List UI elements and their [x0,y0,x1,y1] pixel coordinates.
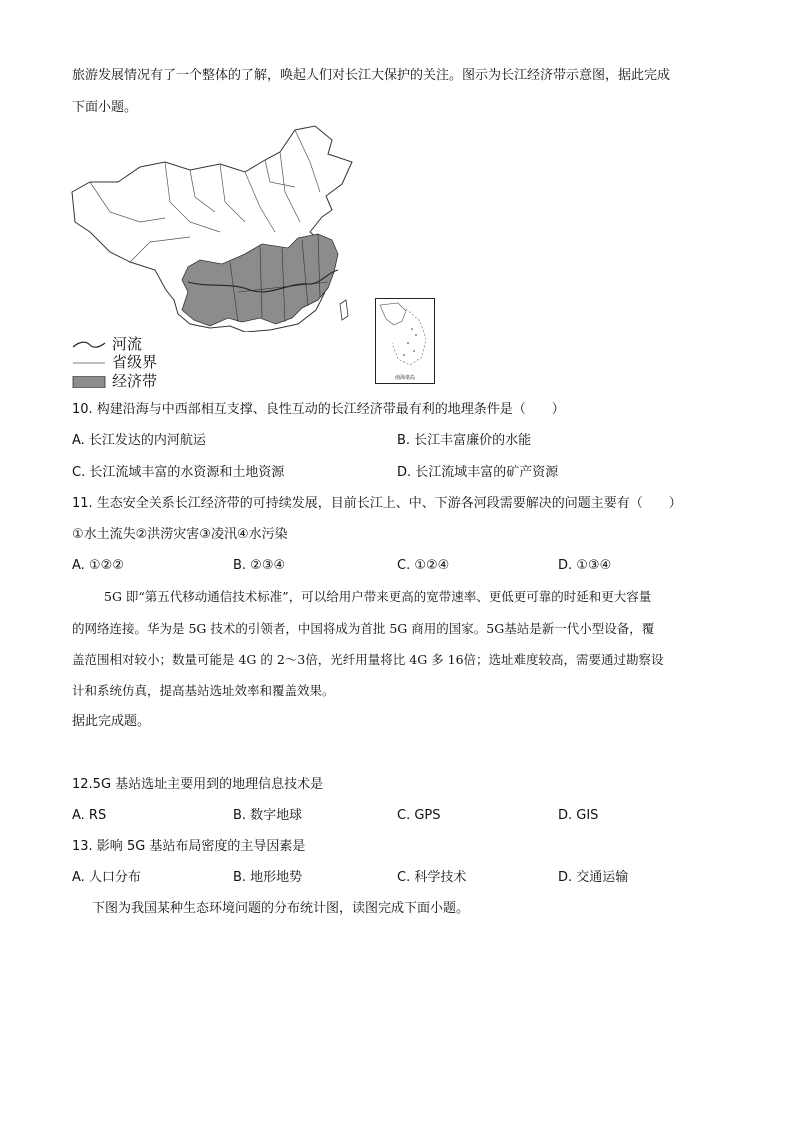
q10-option-b[interactable]: B. 长江丰富廉价的水能 [397,433,532,448]
legend-river-label: 河流 [112,335,143,353]
passage-line-1: 5G 即“第五代移动通信技术标准”，可以给用户带来更高的宽带速率、更低更可靠的时延和更大容量 [104,589,652,604]
q13-option-c[interactable]: C. 科学技术 [397,870,467,885]
q12-option-c[interactable]: C. GPS [397,808,441,823]
q11-stem: 11. 生态安全关系长江经济带的可持续发展，目前长江上、中、下游各河段需要解决的问题主要有（ ） [72,496,682,511]
q12-option-a[interactable]: A. RS [72,808,107,823]
q10-option-d[interactable]: D. 长江流域丰富的矿产资源 [397,465,559,480]
q11-option-c[interactable]: C. ①②④ [397,558,450,573]
q10-option-a[interactable]: A. 长江发达的内河航运 [72,433,206,448]
outro-line: 下图为我国某种生态环境问题的分布统计图，读图完成下面小题。 [92,901,470,916]
inset-label: 南海诸岛 [394,375,415,381]
q11-option-b[interactable]: B. ②③④ [233,558,286,573]
legend-boundary-label: 省级界 [112,353,158,371]
q13-stem: 13. 影响 5G 基站布局密度的主导因素是 [72,839,306,854]
q10-stem: 10. 构建沿海与中西部相互支撑、良性互动的长江经济带最有利的地理条件是（ ） [72,402,565,417]
inset-sketch [376,299,434,371]
q12-stem: 12.5G 基站选址主要用到的地理信息技术是 [72,777,324,792]
q11-items: ①水土流失②洪涝灾害③凌汛④水污染 [72,527,288,542]
q13-option-d[interactable]: D. 交通运输 [558,870,629,885]
intro-line-2: 下面小题。 [72,100,138,115]
passage-line-4: 计和系统仿真，提高基站选址效率和覆盖效果。 [72,683,335,698]
legend-belt-label: 经济带 [112,372,158,390]
q11-option-d[interactable]: D. ①③④ [558,558,612,573]
boundary-symbol-icon [72,357,106,369]
taiwan-island [340,300,348,320]
passage-line-3: 盖范围相对较小；数量可能是 4G 的 2～3倍，光纤用量将比 4G 多 16倍；选址难度较高，需要通过勘察设 [72,652,664,667]
belt-symbol-icon [72,376,106,388]
south-china-sea-inset [375,298,435,384]
q10-option-c[interactable]: C. 长江流域丰富的水资源和土地资源 [72,465,285,480]
q13-option-b[interactable]: B. 地形地势 [233,870,303,885]
q11-option-a[interactable]: A. ①②② [72,558,124,573]
intro-line-1: 旅游发展情况有了一个整体的了解，唤起人们对长江大保护的关注。图示为长江经济带示意图，据此完成 [72,68,671,83]
q12-option-b[interactable]: B. 数字地球 [233,808,303,823]
river-symbol-icon [72,339,106,351]
yangtze-economic-belt-map [70,122,370,332]
passage-line-5: 据此完成题。 [72,714,151,729]
passage-line-2: 的网络连接。华为是 5G 技术的引领者，中国将成为首批 5G 商用的国家。5G基站是新一代小型设备，覆 [72,621,655,636]
q12-option-d[interactable]: D. GIS [558,808,599,823]
q13-option-a[interactable]: A. 人口分布 [72,870,141,885]
